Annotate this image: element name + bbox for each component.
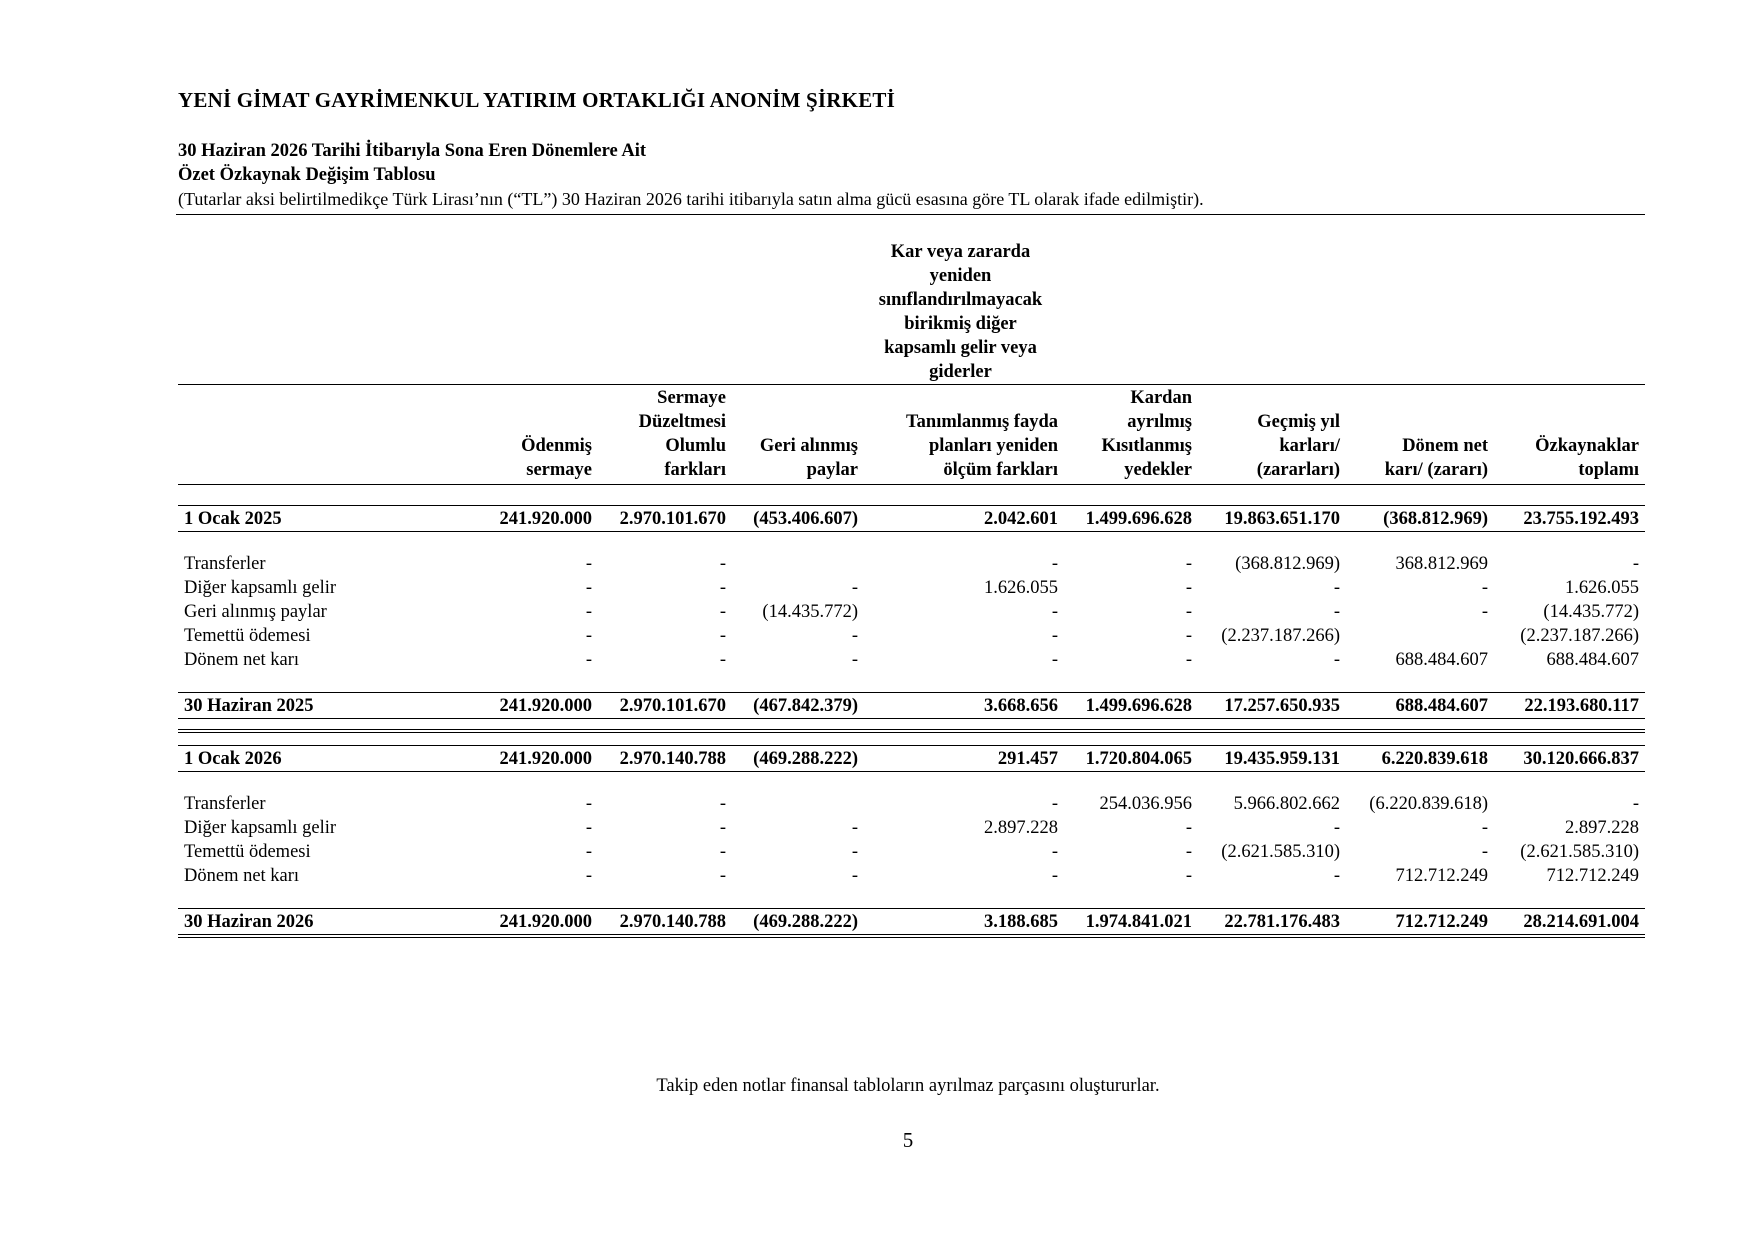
table-row <box>178 746 1645 772</box>
table-row <box>178 792 1645 816</box>
table-cell: 1.499.696.628 <box>1064 506 1198 532</box>
table-cell: - <box>1185 818 1192 838</box>
table-cell: (368.812.969) <box>1346 506 1494 532</box>
table-cell: - <box>719 554 726 574</box>
table-cell: - <box>1333 650 1340 670</box>
group-header-line: giderler <box>929 362 992 382</box>
row-label: Transferler <box>184 794 266 814</box>
table-cell: - <box>851 578 858 598</box>
table-cell: - <box>1185 650 1192 670</box>
table-cell: - <box>719 650 726 670</box>
row-label: 30 Haziran 2026 <box>178 909 464 937</box>
table-cell: 2.897.228 <box>984 818 1058 838</box>
table-cell: - <box>1051 794 1058 814</box>
table-cell: - <box>1333 578 1340 598</box>
table-cell: - <box>1185 626 1192 646</box>
table-cell: - <box>585 650 592 670</box>
table-cell: - <box>1481 842 1488 862</box>
table-cell: 23.755.192.493 <box>1494 506 1645 532</box>
column-header-capital-adjustment: Sermaye Düzeltmesi Olumlu farkları <box>598 386 732 485</box>
table-cell: - <box>1481 578 1488 598</box>
table-cell: (2.237.187.266) <box>1221 626 1340 646</box>
table-row <box>178 624 1645 648</box>
row-label: Transferler <box>184 554 266 574</box>
table-cell: 2.970.101.670 <box>598 693 732 719</box>
row-label: Temettü ödemesi <box>184 842 311 862</box>
row-label: Diğer kapsamlı gelir <box>184 578 337 598</box>
table-cell: - <box>851 650 858 670</box>
group-header-line: sınıflandırılmayacak <box>878 290 1043 310</box>
table-cell: - <box>1051 650 1058 670</box>
table-cell: 368.812.969 <box>1395 554 1488 574</box>
table-cell: - <box>1333 866 1340 886</box>
report-title: Özet Özkaynak Değişim Tablosu <box>178 165 436 185</box>
currency-note: (Tutarlar aksi belirtilmedikçe Türk Lirası’nın (“TL”) 30 Haziran 2026 tarihi itibarıyla satın alma gücü esasına göre TL olarak ifade edilmiştir). <box>178 189 1204 209</box>
table-cell: 19.435.959.131 <box>1198 746 1346 772</box>
company-name: YENİ GİMAT GAYRİMENKUL YATIRIM ORTAKLIĞI ANONİM ŞİRKETİ <box>178 88 895 112</box>
column-header-defined-benefit: Tanımlanmış fayda planları yeniden ölçüm farkları <box>864 386 1064 485</box>
table-cell: - <box>1185 866 1192 886</box>
table-cell: 712.712.249 <box>1546 866 1639 886</box>
table-row <box>178 840 1645 864</box>
table-cell: - <box>851 842 858 862</box>
table-cell: 2.970.140.788 <box>598 746 732 772</box>
row-label: Geri alınmış paylar <box>184 602 327 622</box>
table-cell: (469.288.222) <box>732 909 864 937</box>
table-cell: - <box>1185 842 1192 862</box>
table-cell: - <box>1333 818 1340 838</box>
table-cell: (469.288.222) <box>732 746 864 772</box>
table-cell: 6.220.839.618 <box>1346 746 1494 772</box>
table-cell: - <box>585 602 592 622</box>
table-cell: - <box>719 842 726 862</box>
table-cell: 2.970.101.670 <box>598 506 732 532</box>
table-cell: (467.842.379) <box>732 693 864 719</box>
table-cell: - <box>1481 818 1488 838</box>
row-label: Dönem net karı <box>184 866 300 886</box>
table-cell: 2.897.228 <box>1565 818 1639 838</box>
table-cell: - <box>585 842 592 862</box>
table-row <box>178 506 1645 532</box>
table-cell: (2.237.187.266) <box>1520 626 1639 646</box>
group-header-line: birikmiş diğer <box>904 314 1017 334</box>
column-header-net-profit: Dönem net karı/ (zararı) <box>1346 386 1494 485</box>
table-cell: - <box>1481 602 1488 622</box>
report-period: 30 Haziran 2026 Tarihi İtibarıyla Sona Eren Dönemlere Ait <box>178 141 647 161</box>
page-number: 5 <box>902 1128 914 1152</box>
table-cell: - <box>719 818 726 838</box>
table-cell: (453.406.607) <box>732 506 864 532</box>
table-cell: - <box>719 866 726 886</box>
table-cell: (6.220.839.618) <box>1369 794 1488 814</box>
table-cell: 19.863.651.170 <box>1198 506 1346 532</box>
table-row <box>178 552 1645 576</box>
header-divider <box>176 214 1645 215</box>
table-cell: 1.626.055 <box>984 578 1058 598</box>
table-cell: - <box>719 578 726 598</box>
group-header-line: kapsamlı gelir veya <box>884 338 1037 358</box>
table-cell: 291.457 <box>864 746 1064 772</box>
table-row <box>178 576 1645 600</box>
column-header-total-equity: Özkaynaklar toplamı <box>1494 386 1645 485</box>
table-cell: - <box>851 626 858 646</box>
table-cell: - <box>585 554 592 574</box>
table-cell: 254.036.956 <box>1099 794 1192 814</box>
table-cell: - <box>719 794 726 814</box>
table-cell: - <box>719 626 726 646</box>
table-cell: 688.484.607 <box>1546 650 1639 670</box>
table-cell: 2.042.601 <box>864 506 1064 532</box>
column-header-restricted-reserves: Kardan ayrılmış Kısıtlanmış yedekler <box>1064 386 1198 485</box>
table-cell: - <box>1185 554 1192 574</box>
footnote: Takip eden notlar finansal tabloların ayrılmaz parçasını oluştururlar. <box>656 1076 1160 1096</box>
table-cell: - <box>1632 794 1639 814</box>
table-cell: (14.435.772) <box>762 602 858 622</box>
table-cell: 1.974.841.021 <box>1064 909 1198 937</box>
table-cell: 712.712.249 <box>1346 909 1494 937</box>
table-cell: - <box>1051 554 1058 574</box>
column-header-treasury-shares: Geri alınmış paylar <box>732 386 864 485</box>
table-cell: 28.214.691.004 <box>1494 909 1645 937</box>
table-cell: - <box>585 578 592 598</box>
table-cell: (368.812.969) <box>1235 554 1340 574</box>
table-cell: 241.920.000 <box>464 746 598 772</box>
table-cell: 1.626.055 <box>1565 578 1639 598</box>
table-cell: 22.781.176.483 <box>1198 909 1346 937</box>
table-cell: 2.970.140.788 <box>598 909 732 937</box>
table-cell: 30.120.666.837 <box>1494 746 1645 772</box>
table-cell: - <box>719 602 726 622</box>
group-header-line: Kar veya zararda <box>890 242 1031 262</box>
table-cell: 1.720.804.065 <box>1064 746 1198 772</box>
table-cell <box>1346 624 1494 648</box>
table-cell: - <box>585 626 592 646</box>
table-cell: - <box>1051 866 1058 886</box>
group-header-divider <box>178 384 1645 385</box>
row-label: Temettü ödemesi <box>184 626 311 646</box>
table-cell: 688.484.607 <box>1395 650 1488 670</box>
table-cell: - <box>1333 602 1340 622</box>
table-cell: - <box>1185 602 1192 622</box>
table-cell: 5.966.802.662 <box>1233 794 1340 814</box>
row-label: 1 Ocak 2026 <box>178 746 464 772</box>
equity-changes-table <box>178 386 1645 938</box>
table-cell <box>732 792 864 816</box>
table-cell: 688.484.607 <box>1346 693 1494 719</box>
table-row <box>178 909 1645 937</box>
table-cell: 241.920.000 <box>464 909 598 937</box>
table-cell: (2.621.585.310) <box>1520 842 1639 862</box>
column-header-retained-earnings: Geçmiş yıl karları/ (zararları) <box>1198 386 1346 485</box>
column-header-row <box>178 386 1645 485</box>
column-header-paid-capital: Ödenmiş sermaye <box>464 386 598 485</box>
table-cell: - <box>1632 554 1639 574</box>
table-cell: 17.257.650.935 <box>1198 693 1346 719</box>
table-cell: - <box>1185 578 1192 598</box>
group-column-header <box>858 240 1063 384</box>
group-header-line: yeniden <box>929 266 992 286</box>
table-cell: - <box>1051 626 1058 646</box>
table-cell: - <box>585 866 592 886</box>
table-cell: 3.668.656 <box>864 693 1064 719</box>
table-row <box>178 816 1645 840</box>
table-cell: 3.188.685 <box>864 909 1064 937</box>
table-row <box>178 600 1645 624</box>
table-cell: (14.435.772) <box>1543 602 1639 622</box>
table-cell: - <box>585 794 592 814</box>
table-row <box>178 864 1645 888</box>
table-cell: - <box>585 818 592 838</box>
table-cell <box>732 552 864 576</box>
column-header-label <box>178 386 464 485</box>
table-row <box>178 648 1645 672</box>
table-cell: - <box>851 866 858 886</box>
table-cell: 22.193.680.117 <box>1494 693 1645 719</box>
table-cell: - <box>851 818 858 838</box>
table-cell: - <box>1051 842 1058 862</box>
table-cell: - <box>1051 602 1058 622</box>
row-label: Dönem net karı <box>184 650 300 670</box>
row-label: 30 Haziran 2025 <box>178 693 464 719</box>
row-label: 1 Ocak 2025 <box>178 506 464 532</box>
row-label: Diğer kapsamlı gelir <box>184 818 337 838</box>
table-cell: 241.920.000 <box>464 693 598 719</box>
table-row <box>178 693 1645 719</box>
table-cell: 241.920.000 <box>464 506 598 532</box>
table-cell: (2.621.585.310) <box>1221 842 1340 862</box>
table-cell: 712.712.249 <box>1395 866 1488 886</box>
table-cell: 1.499.696.628 <box>1064 693 1198 719</box>
